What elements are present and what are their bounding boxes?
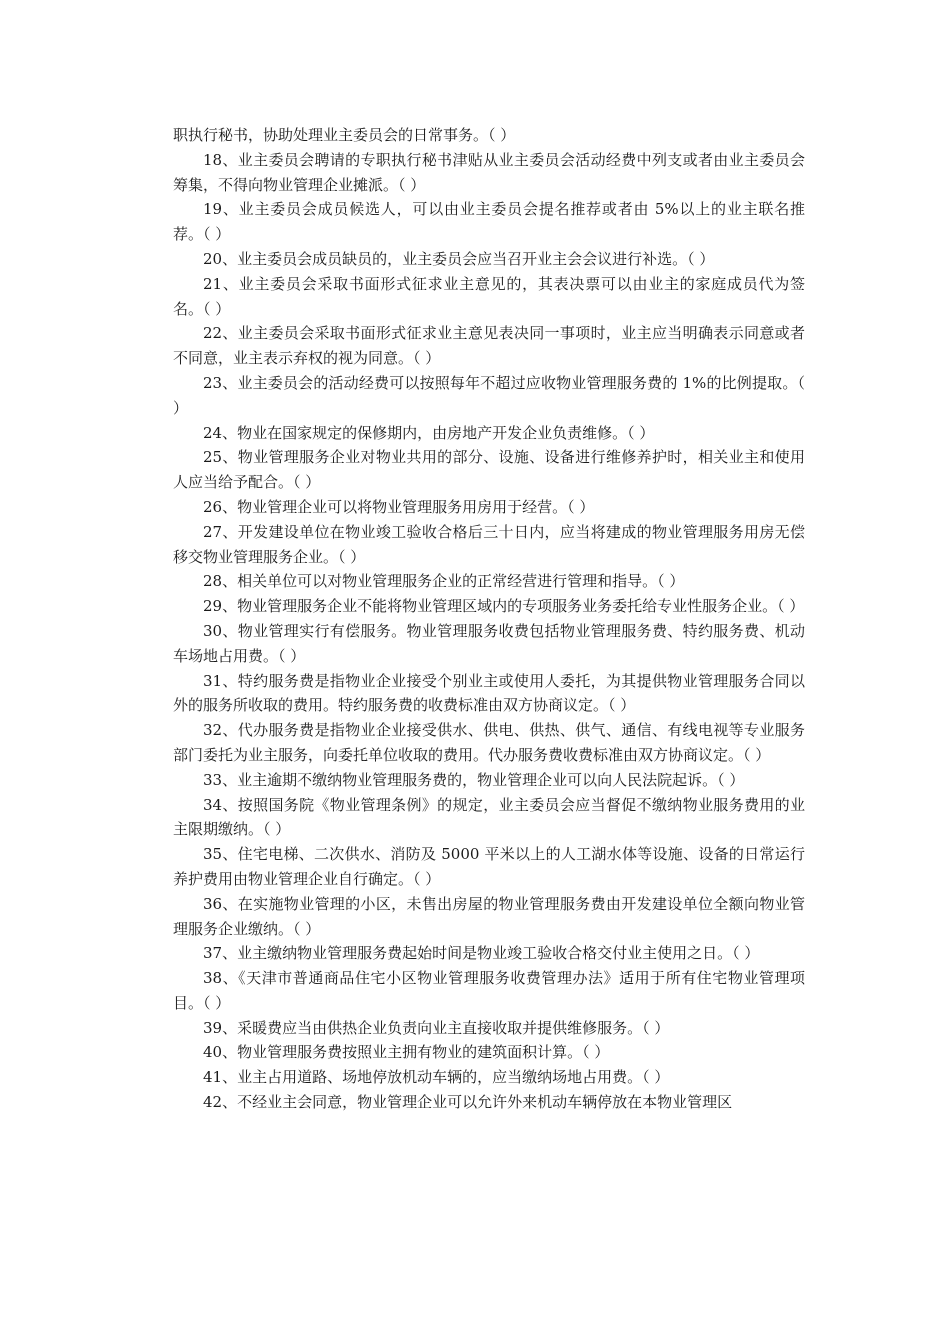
question-42: 42、不经业主会同意，物业管理企业可以允许外来机动车辆停放在本物业管理区 xyxy=(203,1093,733,1112)
question-26: 26、物业管理企业可以将物业管理服务用房用于经营。（ ） xyxy=(203,497,595,516)
document-page xyxy=(173,123,805,1115)
question-41: 41、业主占用道路、场地停放机动车辆的，应当缴纳场地占用费。（ ） xyxy=(203,1068,670,1087)
question-20: 20、业主委员会成员缺员的，业主委员会应当召开业主会会议进行补选。（ ） xyxy=(203,249,715,268)
question-27: 27、开发建设单位在物业竣工验收合格后三十日内，应当将建成的物业管理服务用房无偿移交物业管理服务企业。（ ） xyxy=(173,522,805,566)
question-33: 33、业主逾期不缴纳物业管理服务费的，物业管理企业可以向人民法院起诉。（ ） xyxy=(203,770,745,789)
question-23: 23、业主委员会的活动经费可以按照每年不超过应收物业管理服务费的 1%的比例提取。（ ） xyxy=(173,373,805,417)
question-34: 34、按照国务院《物业管理条例》的规定，业主委员会应当督促不缴纳物业服务费用的业主限期缴纳。（ ） xyxy=(173,795,805,839)
question-40: 40、物业管理服务费按照业主拥有物业的建筑面积计算。（ ） xyxy=(203,1043,610,1062)
question-30: 30、物业管理实行有偿服务。物业管理服务收费包括物业管理服务费、特约服务费、机动车场地占用费。（ ） xyxy=(173,621,805,665)
question-19: 19、业主委员会成员候选人，可以由业主委员会提名推荐或者由 5%以上的业主联名推荐。（ ） xyxy=(173,200,805,244)
question-24: 24、物业在国家规定的保修期内，由房地产开发企业负责维修。（ ） xyxy=(203,423,655,442)
question-32: 32、代办服务费是指物业企业接受供水、供电、供热、供气、通信、有线电视等专业服务部门委托为业主服务，向委托单位收取的费用。代办服务费收费标准由双方协商议定。（ ） xyxy=(173,721,805,764)
continuation-paragraph: 职执行秘书，协助处理业主委员会的日常事务。（ ） xyxy=(173,126,516,144)
question-21: 21、业主委员会采取书面形式征求业主意见的，其表决票可以由业主的家庭成员代为签名。（ ） xyxy=(173,274,805,318)
question-29: 29、物业管理服务企业不能将物业管理区域内的专项服务业务委托给专业性服务企业。（ ） xyxy=(203,597,805,616)
question-25: 25、物业管理服务企业对物业共用的部分、设施、设备进行维修养护时，相关业主和使用人应当给予配合。（ ） xyxy=(173,448,805,492)
question-22: 22、业主委员会采取书面形式征求业主意见表决同一事项时，业主应当明确表示同意或者不同意，业主表示弃权的视为同意。（ ） xyxy=(173,324,805,368)
question-35: 35、住宅电梯、二次供水、消防及 5000 平米以上的人工湖水体等设施、设备的日常运行养护费用由物业管理企业自行确定。（ ） xyxy=(173,845,805,888)
question-31: 31、特约服务费是指物业企业接受个别业主或使用人委托，为其提供物业管理服务合同以外的服务所收取的费用。特约服务费的收费标准由双方协商议定。（ ） xyxy=(173,671,805,715)
question-38: 38、《天津市普通商品住宅小区物业管理服务收费管理办法》适用于所有住宅物业管理项目。（ ） xyxy=(173,969,805,1012)
question-37: 37、业主缴纳物业管理服务费起始时间是物业竣工验收合格交付业主使用之日。（ ） xyxy=(203,944,760,963)
question-39: 39、采暖费应当由供热企业负责向业主直接收取并提供维修服务。（ ） xyxy=(203,1018,670,1037)
question-28: 28、相关单位可以对物业管理服务企业的正常经营进行管理和指导。（ ） xyxy=(203,572,685,591)
question-36: 36、在实施物业管理的小区，未售出房屋的物业管理服务费由开发建设单位全额向物业管理服务企业缴纳。（ ） xyxy=(173,894,805,938)
question-18: 18、业主委员会聘请的专职执行秘书津贴从业主委员会活动经费中列支或者由业主委员会筹集，不得向物业管理企业摊派。（ ） xyxy=(173,150,805,194)
